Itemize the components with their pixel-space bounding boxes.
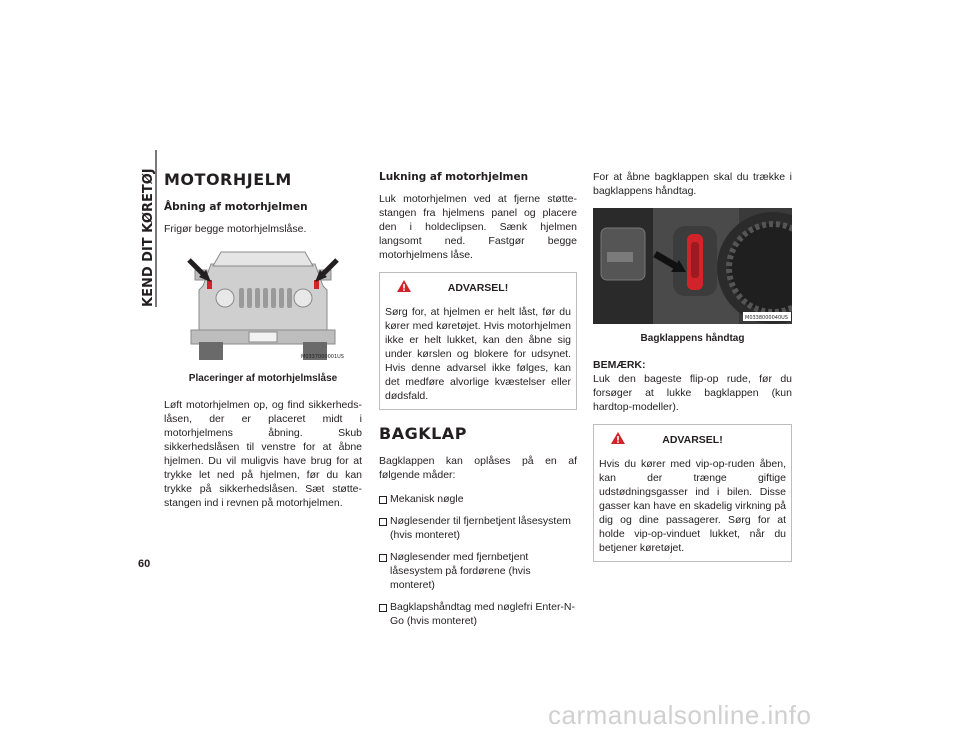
warning-title: ADVARSEL! (662, 434, 723, 446)
list-item: Nøglesender til fjernbetjent låsesystem (hvis monteret) (379, 514, 577, 542)
heading-bagklap: BAGKLAP (379, 424, 467, 443)
note-label: BEMÆRK: (593, 359, 646, 371)
warning-triangle-icon (396, 279, 412, 293)
warning-text: Hvis du kører med vip-op-ruden åben, kan der trænge giftige udstødningsgasser ind i bilen. Disse gasser kan have en skadelig virkning på dig og dine passagerer. Sørg for at holde vip-op-vinduet lukket, når du betjener køretøjet. (599, 458, 786, 554)
bagklap-intro: Bagklappen kan oplåses på en af følgende måder: (379, 455, 577, 481)
figure-hood-latches (164, 246, 362, 368)
subheading-opening: Åbning af motorhjelmen (164, 201, 308, 213)
checkbox-bullet-icon (379, 496, 387, 504)
body-text: Løft motorhjelmen op, og find sikkerheds-låsen, der er placeret midt i motorhjelmens åbning. Skub sikkerhedslåsen til venstre for at åbne hjelmen. Du vil muligvis have brug for at trykke let ned på hjelmen, før du kan trykke på sikkerhedslåsen. Sæt støtte-stangen ind i revnen på motorhjelmen. (164, 399, 362, 509)
warning-box-hood (379, 272, 577, 410)
list-item: Mekanisk nøgle (379, 492, 577, 506)
column-2 (379, 170, 577, 636)
figure-code: M0338000040US (745, 315, 788, 321)
column-3 (593, 170, 792, 576)
warning-triangle-icon (610, 431, 626, 445)
list-item: Nøglesender med fjernbetjent låsesystem på fordørene (hvis monteret) (379, 550, 577, 592)
checkbox-bullet-icon (379, 554, 387, 562)
checkbox-bullet-icon (379, 604, 387, 612)
tailgate-text: For at åbne bagklappen skal du trække i bagklappens håndtag. (593, 171, 792, 197)
figure-tailgate-handle (593, 208, 792, 328)
intro-text: Frigør begge motorhjelmslåse. (164, 223, 307, 235)
warning-title: ADVARSEL! (447, 282, 509, 294)
section-side-title-text: KEND DIT KØRETØJ (141, 168, 156, 307)
unlock-methods-list (379, 492, 577, 628)
section-side-title (136, 150, 158, 310)
watermark: carmanualsonline.info (548, 700, 812, 730)
column-1 (164, 170, 362, 520)
tailgate-handle-photo (593, 208, 792, 324)
list-item: Bagklapshåndtag med nøglefri Enter-N-Go (hvis monteret) (379, 600, 577, 628)
page-number: 60 (138, 558, 151, 570)
warning-box-tailgate (593, 424, 792, 562)
note-text: Luk den bageste flip-op rude, før du forsøger at lukke bagklappen (kun hardtop-modeller). (593, 373, 792, 413)
note (593, 358, 792, 414)
jeep-front-illustration (181, 246, 345, 364)
figure-caption-tailgate: Bagklappens håndtag (640, 333, 745, 344)
checkbox-bullet-icon (379, 518, 387, 526)
heading-motorhjelm: MOTORHJELM (164, 170, 292, 189)
figure-code: M0337000001US (301, 354, 344, 360)
subheading-closing: Lukning af motorhjelmen (379, 171, 529, 183)
figure-caption-hood: Placeringer af motorhjelmslåse (188, 373, 338, 384)
warning-text: Sørg for, at hjelmen er helt låst, før du kører med køretøjet. Hvis motorhjelmen ikke er helt lukket, kan den åbne sig under kørslen og blokere for udsynet. Hvis denne advarsel ikke følges, kan det medføre alvorlige kvæstelser eller dødsfald. (385, 306, 571, 402)
closing-text: Luk motorhjelmen ved at fjerne støtte-stangen fra hjelmens panel og placere den i holdeclipsen. Sænk hjelmen langsomt ned. Fastgør begge motorhjelmens låse. (379, 193, 577, 261)
